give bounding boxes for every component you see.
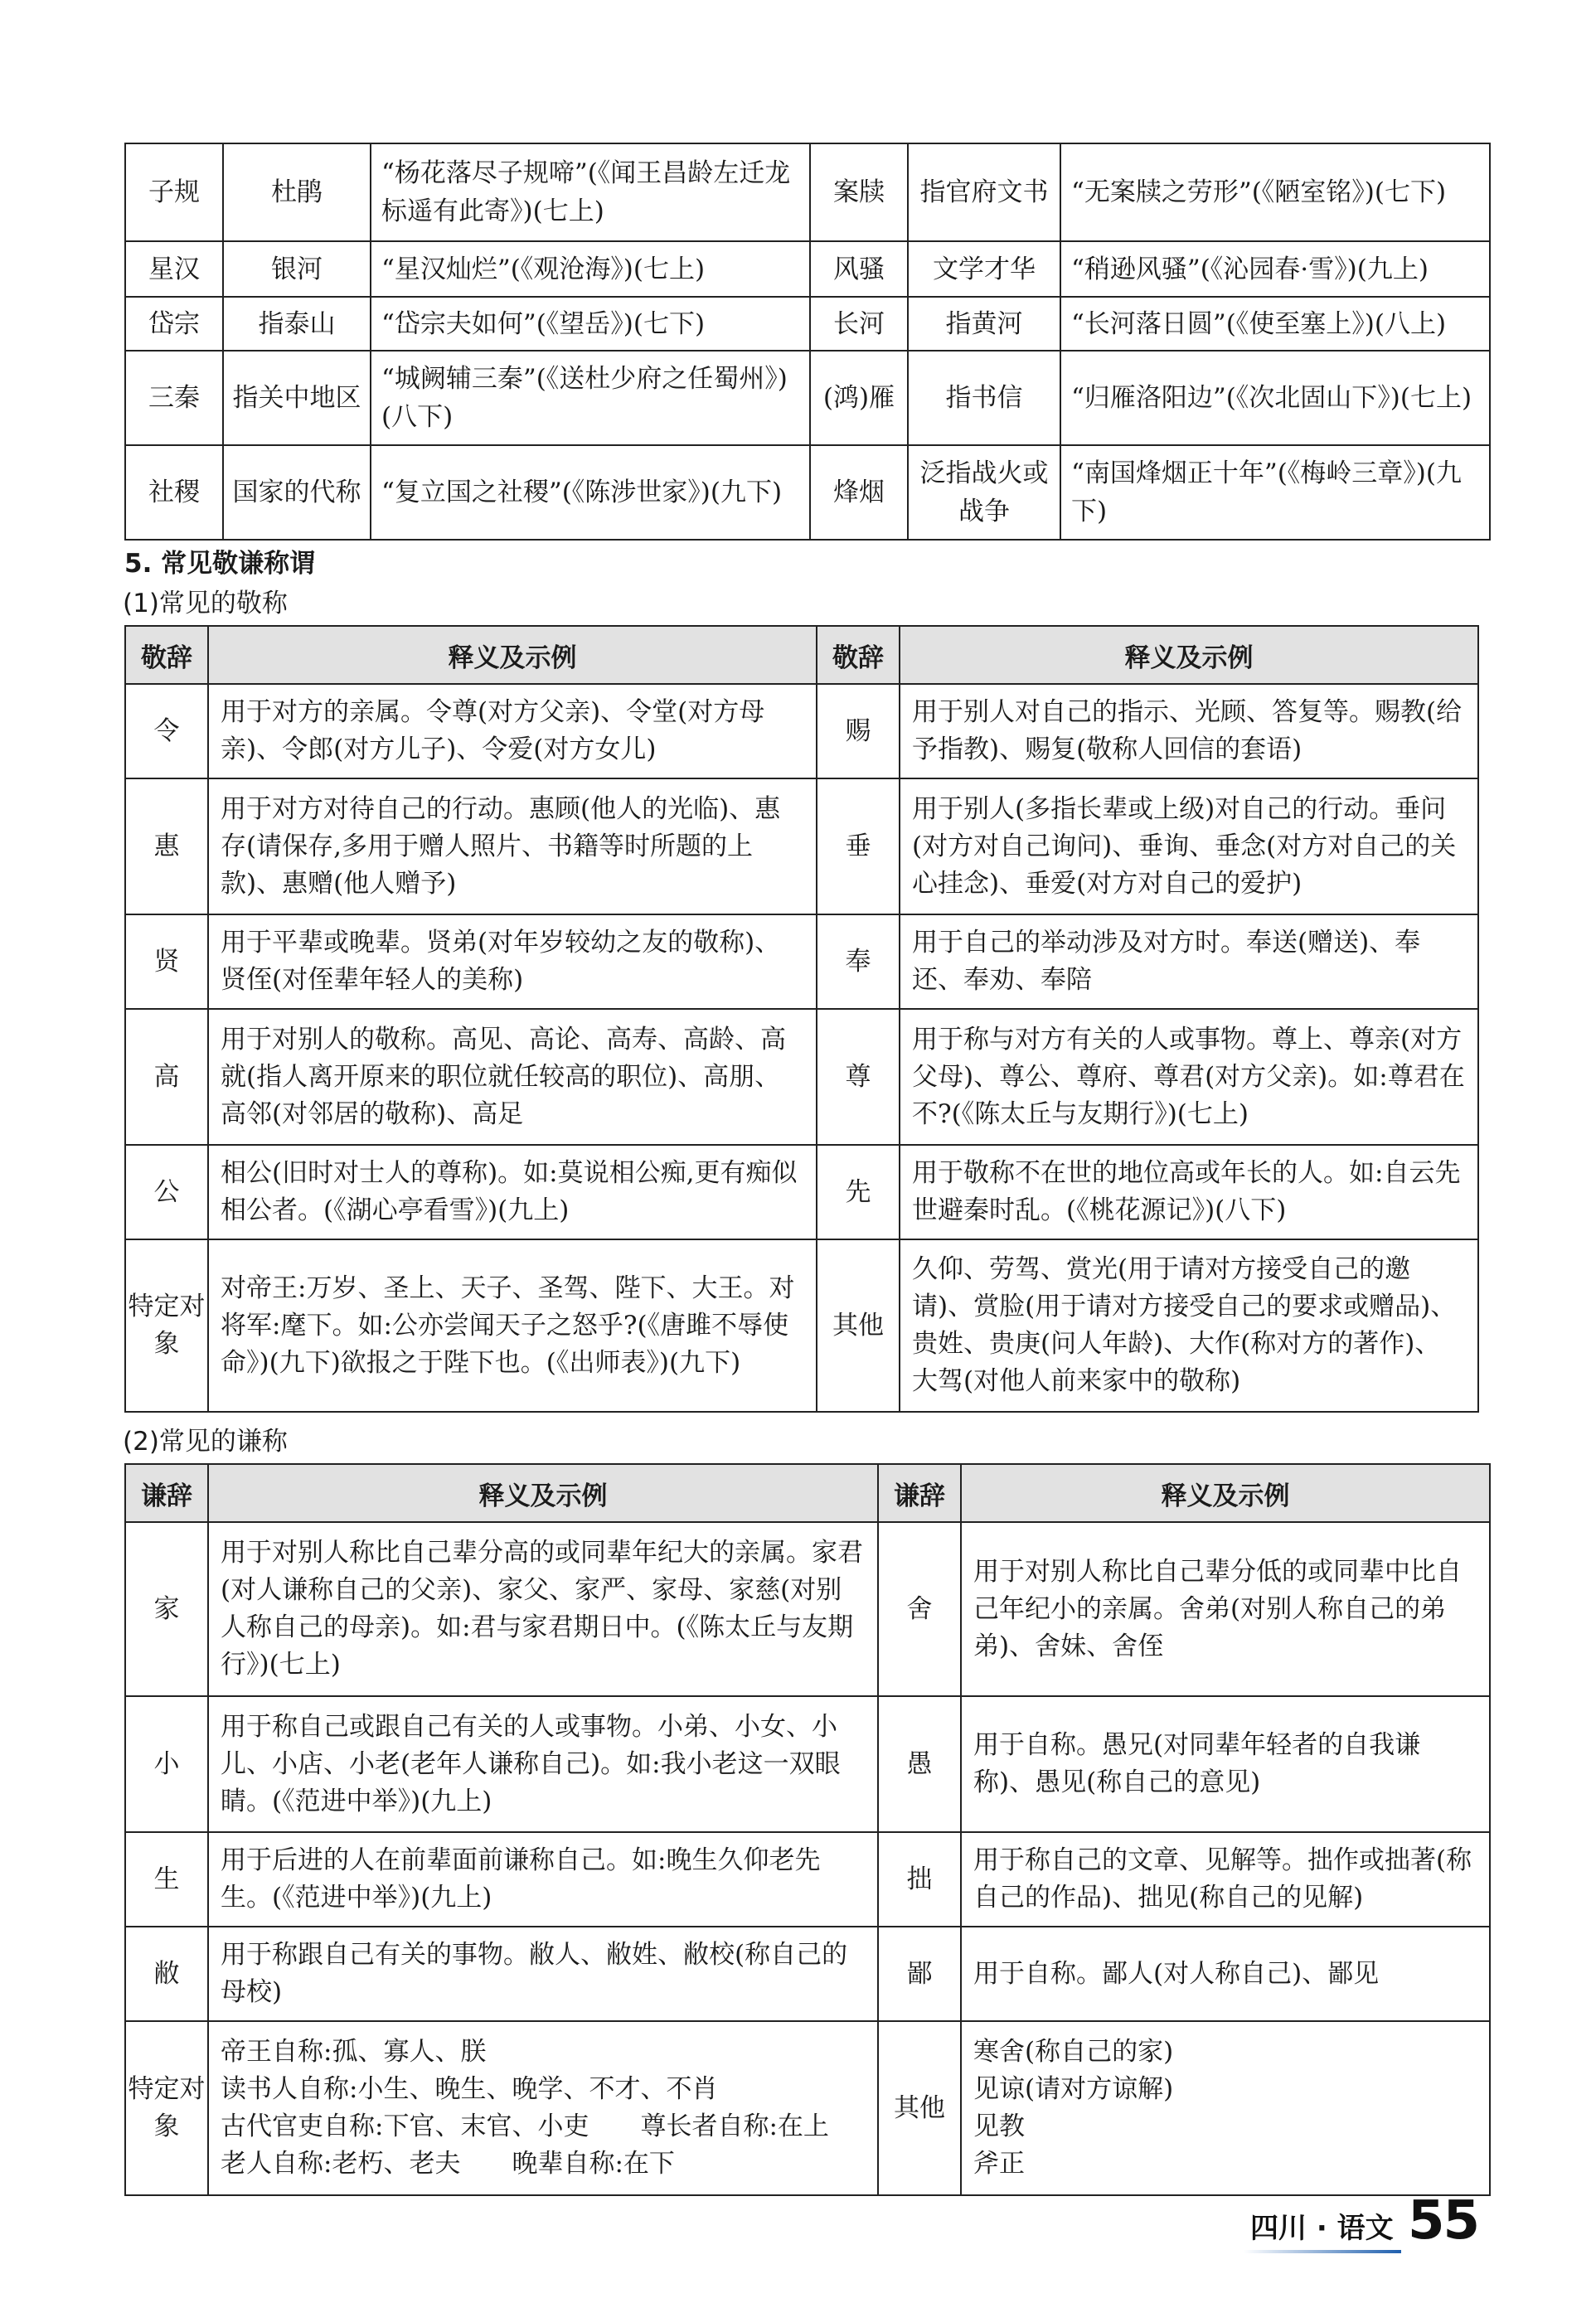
column-header: 敬辞 <box>817 626 900 684</box>
term: 其他 <box>817 1239 900 1412</box>
term-definition <box>208 2021 878 2195</box>
column-header: 释义及示例 <box>961 1464 1490 1522</box>
term-example: “岱宗夫如何”(《望岳》)(七下) <box>371 297 810 351</box>
table-row <box>125 1927 1490 2021</box>
term: 垂 <box>817 778 900 914</box>
table-row <box>125 914 1478 1009</box>
table-row <box>125 1832 1490 1927</box>
column-header: 敬辞 <box>125 626 208 684</box>
term-definition: 用于平辈或晚辈。贤弟(对年岁较幼之友的敬称)、贤侄(对侄辈年轻人的美称) <box>208 914 817 1009</box>
term-example: “稍逊风骚”(《沁园春·雪》)(九上) <box>1060 241 1490 297</box>
term-definition: 相公(旧时对士人的尊称)。如:莫说相公痴,更有痴似相公者。(《湖心亭看雪》)(九上) <box>208 1145 817 1239</box>
definition-line: 读书人自称:小生、晚生、晚学、不才、不肖 <box>221 2074 718 2104</box>
column-header: 释义及示例 <box>208 1464 878 1522</box>
definition-line: 古代官吏自称:下官、末官、小吏 尊长者自称:在上 <box>221 2111 829 2141</box>
term: 烽烟 <box>810 445 908 540</box>
term-meaning: 指书信 <box>908 351 1060 445</box>
term: 奉 <box>817 914 900 1009</box>
term-definition: 用于对方对待自己的行动。惠顾(他人的光临)、惠存(请保存,多用于赠人照片、书籍等时所题的上款)、惠赠(他人赠予) <box>208 778 817 914</box>
term-definition: 用于对方的亲属。令尊(对方父亲)、令堂(对方母亲)、令郎(对方儿子)、令爱(对方女儿) <box>208 684 817 778</box>
table-header-row <box>125 1464 1490 1522</box>
section-title: 5. 常见敬谦称谓 <box>124 549 316 579</box>
table-row <box>125 143 1490 241</box>
term: 高 <box>125 1009 208 1145</box>
term: (鸿)雁 <box>810 351 908 445</box>
table-row <box>125 684 1478 778</box>
term: 拙 <box>878 1832 961 1927</box>
term-definition: 用于后进的人在前辈面前谦称自己。如:晚生久仰老先生。(《范进中举》)(九上) <box>208 1832 878 1927</box>
term: 家 <box>125 1522 208 1696</box>
term: 案牍 <box>810 143 908 241</box>
term: 长河 <box>810 297 908 351</box>
footer-rule <box>1244 2250 1401 2253</box>
term-definition: 用于自己的举动涉及对方时。奉送(赠送)、奉还、奉劝、奉陪 <box>900 914 1478 1009</box>
term-definition: 用于别人对自己的指示、光顾、答复等。赐教(给予指教)、赐复(敬称人回信的套语) <box>900 684 1478 778</box>
term-meaning: 指泰山 <box>223 297 371 351</box>
table-row <box>125 1239 1478 1412</box>
page-number: 55 <box>1408 2190 1479 2252</box>
term: 赐 <box>817 684 900 778</box>
term-example: “归雁洛阳边”(《次北固山下》)(七上) <box>1060 351 1490 445</box>
term-definition: 用于自称。愚兄(对同辈年轻者的自我谦称)、愚见(称自己的意见) <box>961 1696 1490 1832</box>
term-example: “复立国之社稷”(《陈涉世家》)(九下) <box>371 445 810 540</box>
term: 尊 <box>817 1009 900 1145</box>
term: 星汉 <box>125 241 223 297</box>
word-meaning-table <box>124 143 1491 541</box>
table-row <box>125 1696 1490 1832</box>
definition-line: 老人自称:老朽、老夫 晚辈自称:在下 <box>221 2149 675 2179</box>
respectful-terms-table <box>124 625 1479 1413</box>
subsection-title-humble: (2)常见的谦称 <box>123 1427 288 1457</box>
term-meaning: 文学才华 <box>908 241 1060 297</box>
term-example: “星汉灿烂”(《观沧海》)(七上) <box>371 241 810 297</box>
page-footer <box>1244 2190 1492 2257</box>
term-example: “杨花落尽子规啼”(《闻王昌龄左迁龙标遥有此寄》)(七上) <box>371 143 810 241</box>
term: 岱宗 <box>125 297 223 351</box>
term: 愚 <box>878 1696 961 1832</box>
term: 令 <box>125 684 208 778</box>
term-definition: 用于称与对方有关的人或事物。尊上、尊亲(对方父母)、尊公、尊府、尊君(对方父亲)。如:尊君在不?(《陈太丘与友期行》)(七上) <box>900 1009 1478 1145</box>
term: 子规 <box>125 143 223 241</box>
term: 社稷 <box>125 445 223 540</box>
term-example: “长河落日圆”(《使至塞上》)(八上) <box>1060 297 1490 351</box>
table-row <box>125 297 1490 351</box>
term-definition: 用于敬称不在世的地位高或年长的人。如:自云先世避秦时乱。(《桃花源记》)(八下) <box>900 1145 1478 1239</box>
term-definition: 用于称跟自己有关的事物。敝人、敝姓、敝校(称自己的母校) <box>208 1927 878 2021</box>
term-meaning: 指官府文书 <box>908 143 1060 241</box>
term: 惠 <box>125 778 208 914</box>
table-row <box>125 2021 1490 2195</box>
term-definition: 用于对别人的敬称。高见、高论、高寿、高龄、高就(指人离开原来的职位就任较高的职位)、高朋、高邻(对邻居的敬称)、高足 <box>208 1009 817 1145</box>
term-definition <box>961 2021 1490 2195</box>
term: 鄙 <box>878 1927 961 2021</box>
term-example: “无案牍之劳形”(《陋室铭》)(七下) <box>1060 143 1490 241</box>
term: 先 <box>817 1145 900 1239</box>
term-example: “城阙辅三秦”(《送杜少府之任蜀州》)(八下) <box>371 351 810 445</box>
term-definition: 用于对别人称比自己辈分低的或同辈中比自己年纪小的亲属。舍弟(对别人称自己的弟弟)、舍妹、舍侄 <box>961 1522 1490 1696</box>
term: 贤 <box>125 914 208 1009</box>
term-definition: 用于称自己或跟自己有关的人或事物。小弟、小女、小儿、小店、小老(老年人谦称自己)。如:我小老这一双眼睛。(《范进中举》)(九上) <box>208 1696 878 1832</box>
definition-line: 帝王自称:孤、寡人、朕 <box>221 2037 487 2067</box>
term: 特定对象 <box>125 2021 208 2195</box>
column-header: 谦辞 <box>878 1464 961 1522</box>
footer-label: 四川 · 语文 <box>1250 2212 1394 2245</box>
term: 舍 <box>878 1522 961 1696</box>
table-row <box>125 1009 1478 1145</box>
term-definition: 用于称自己的文章、见解等。拙作或拙著(称自己的作品)、拙见(称自己的见解) <box>961 1832 1490 1927</box>
column-header: 释义及示例 <box>208 626 817 684</box>
definition-line: 见谅(请对方谅解) <box>973 2074 1174 2104</box>
term: 特定对象 <box>125 1239 208 1412</box>
definition-line: 斧正 <box>973 2149 1025 2179</box>
column-header: 释义及示例 <box>900 626 1478 684</box>
term: 小 <box>125 1696 208 1832</box>
term: 其他 <box>878 2021 961 2195</box>
table-row <box>125 1522 1490 1696</box>
definition-line: 寒舍(称自己的家) <box>973 2037 1174 2067</box>
subsection-title-respect: (1)常见的敬称 <box>123 589 288 618</box>
column-header: 谦辞 <box>125 1464 208 1522</box>
table-row <box>125 241 1490 297</box>
term-meaning: 泛指战火或战争 <box>908 445 1060 540</box>
term-meaning: 指黄河 <box>908 297 1060 351</box>
table-row <box>125 778 1478 914</box>
definition-line: 见教 <box>973 2111 1025 2141</box>
term-meaning: 银河 <box>223 241 371 297</box>
term-definition: 对帝王:万岁、圣上、天子、圣驾、陛下、大王。对将军:麾下。如:公亦尝闻天子之怒乎?(《唐雎不辱使命》)(九下)欲报之于陛下也。(《出师表》)(九下) <box>208 1239 817 1412</box>
table-row <box>125 351 1490 445</box>
table-row <box>125 445 1490 540</box>
term-meaning: 国家的代称 <box>223 445 371 540</box>
term-definition: 用于别人(多指长辈或上级)对自己的行动。垂问(对方对自己询问)、垂询、垂念(对方对自己的关心挂念)、垂爱(对方对自己的爱护) <box>900 778 1478 914</box>
term: 三秦 <box>125 351 223 445</box>
table-row <box>125 1145 1478 1239</box>
term: 公 <box>125 1145 208 1239</box>
term: 风骚 <box>810 241 908 297</box>
term-definition: 久仰、劳驾、赏光(用于请对方接受自己的邀请)、赏脸(用于请对方接受自己的要求或赠品)、贵姓、贵庚(问人年龄)、大作(称对方的著作)、大驾(对他人前来家中的敬称) <box>900 1239 1478 1412</box>
term-definition: 用于对别人称比自己辈分高的或同辈年纪大的亲属。家君(对人谦称自己的父亲)、家父、家严、家母、家慈(对别人称自己的母亲)。如:君与家君期日中。(《陈太丘与友期行》)(七上) <box>208 1522 878 1696</box>
term-example: “南国烽烟正十年”(《梅岭三章》)(九下) <box>1060 445 1490 540</box>
term-meaning: 指关中地区 <box>223 351 371 445</box>
humble-terms-table <box>124 1463 1491 2196</box>
term: 敝 <box>125 1927 208 2021</box>
table-header-row <box>125 626 1478 684</box>
term-meaning: 杜鹃 <box>223 143 371 241</box>
term: 生 <box>125 1832 208 1927</box>
term-definition: 用于自称。鄙人(对人称自己)、鄙见 <box>961 1927 1490 2021</box>
